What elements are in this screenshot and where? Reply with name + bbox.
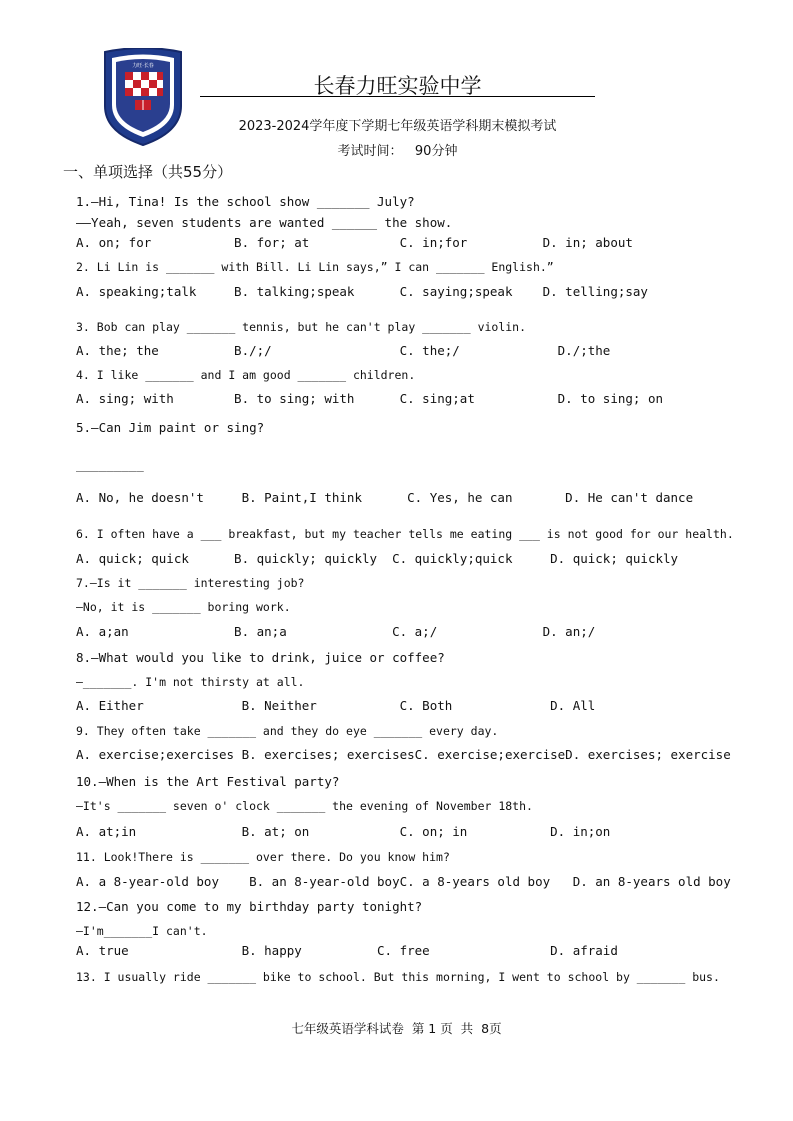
page-footer: 七年级英语学科试卷 第 1 页 共 8页 xyxy=(291,1021,502,1036)
question-line: —No, it is _______ boring work. xyxy=(76,600,291,614)
options-line: A. true B. happy C. free D. afraid xyxy=(76,943,618,958)
options-line: A. No, he doesn't B. Paint,I think C. Yes, he can D. He can't dance xyxy=(76,490,694,505)
question-line: —It's _______ seven o' clock _______ the evening of November 18th. xyxy=(76,799,533,813)
options-line: A. exercise;exercises B. exercises; exercisesC. exercise;exerciseD. exercises; exercise xyxy=(76,747,731,762)
options-line: A. on; for B. for; at C. in;for D. in; about xyxy=(76,235,633,250)
question-line: 1.—Hi, Tina! Is the school show _______ July? xyxy=(76,194,415,209)
options-line: A. sing; with B. to sing; with C. sing;at D. to sing; on xyxy=(76,391,663,406)
question-line: 12.—Can you come to my birthday party tonight? xyxy=(76,899,423,914)
question-line: 6. I often have a ___ breakfast, but my teacher tells me eating ___ is not good for our health. xyxy=(76,527,734,541)
school-title: 长春力旺实验中学 xyxy=(200,70,595,97)
question-line: 5.—Can Jim paint or sing? xyxy=(76,420,265,435)
options-line: A. Either B. Neither C. Both D. All xyxy=(76,698,596,713)
question-line: 9. They often take _______ and they do eye _______ every day. xyxy=(76,724,499,738)
question-line: 11. Look!There is _______ over there. Do you know him? xyxy=(76,850,450,864)
question-line: —I'm_______I can't. xyxy=(76,924,208,938)
exam-subtitle: 2023-2024学年度下学期七年级英语学科期末模拟考试 xyxy=(238,119,557,134)
question-line: —_______. I'm not thirsty at all. xyxy=(76,675,305,689)
question-line: 2. Li Lin is _______ with Bill. Li Lin says,” I can _______ English.” xyxy=(76,260,554,274)
question-line: 3. Bob can play _______ tennis, but he can't play _______ violin. xyxy=(76,320,527,334)
question-line: 8.—What would you like to drink, juice or coffee? xyxy=(76,650,445,665)
options-line: A. at;in B. at; on C. on; in D. in;on xyxy=(76,824,611,839)
question-line: 4. I like _______ and I am good _______ children. xyxy=(76,368,416,382)
options-line: A. a;an B. an;a C. a;/ D. an;/ xyxy=(76,624,596,639)
question-line: ——Yeah, seven students are wanted ______ the show. xyxy=(76,215,453,230)
question-line: 10.—When is the Art Festival party? xyxy=(76,774,340,789)
school-logo xyxy=(103,48,183,146)
section-title: 一、单项选择（共55分） xyxy=(63,163,233,181)
options-line: A. speaking;talk B. talking;speak C. saying;speak D. telling;say xyxy=(76,284,648,299)
logo-text: 力旺·长春 xyxy=(132,63,154,69)
options-line: A. the; the B./;/ C. the;/ D./;the xyxy=(76,343,611,358)
exam-time: 考试时间： 90分钟 xyxy=(337,144,458,159)
options-line: A. quick; quick B. quickly; quickly C. quickly;quick D. quick; quickly xyxy=(76,551,679,566)
answer-blank: _________ xyxy=(76,457,144,472)
question-line: 13. I usually ride _______ bike to school. But this morning, I went to school by _______ bus. xyxy=(76,970,720,984)
question-line: 7.—Is it _______ interesting job? xyxy=(76,576,305,590)
options-line: A. a 8-year-old boy B. an 8-year-old boyC. a 8-years old boy D. an 8-years old boy xyxy=(76,874,731,889)
